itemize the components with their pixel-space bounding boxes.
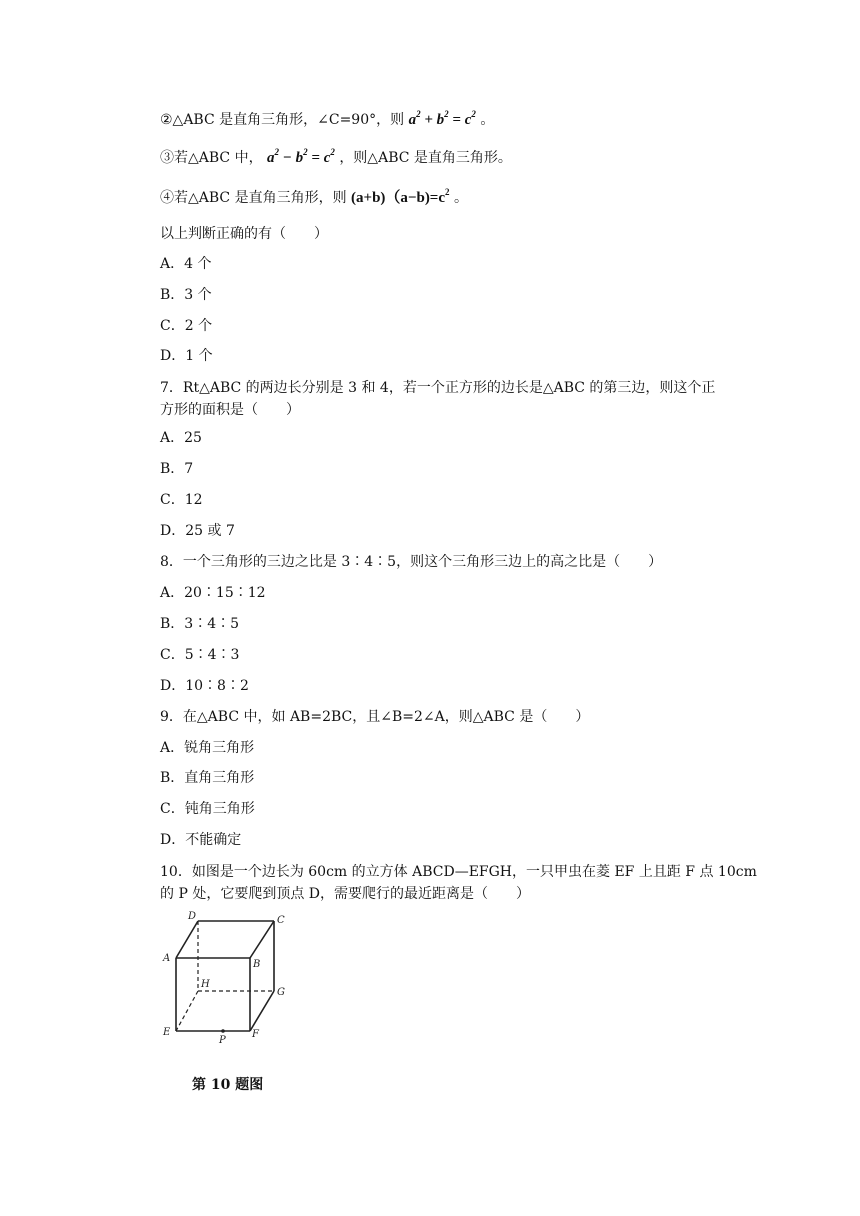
figure-caption: 第 10 题图	[192, 1077, 264, 1093]
statement-4-text: ④若△ABC 是直角三角形，则	[160, 190, 347, 206]
cube-label-d: D	[188, 911, 197, 922]
q8-option-d: D．10∶8∶2	[160, 678, 249, 694]
point-p-dot	[221, 1029, 225, 1033]
q9-option-c: C．钝角三角形	[160, 801, 255, 817]
formula-a2-plus-b2-eq-c2: $a^2 + b^2 = c^2$	[408, 109, 476, 128]
statement-3-text: ③若△ABC 中，	[160, 150, 263, 166]
q9-option-a: A．锐角三角形	[160, 740, 255, 756]
q7-option-d: D．25 或 7	[160, 523, 235, 539]
q8-option-c: C．5∶4∶3	[160, 647, 240, 663]
q6-option-d: D．1 个	[160, 348, 213, 364]
q7-option-b: B．7	[160, 461, 194, 477]
cube-label-b: B	[253, 959, 261, 970]
cube-label-h: H	[201, 979, 210, 990]
q9-stem: 9．在△ABC 中，如 AB=2BC，且∠B=2∠A，则△ABC 是（ ）	[160, 709, 590, 725]
q8-option-a: A．20∶15∶12	[160, 585, 266, 601]
cube-label-f: F	[252, 1029, 259, 1040]
q7-option-c: C．12	[160, 492, 203, 508]
q7-option-a: A．25	[160, 430, 202, 446]
q9-option-b: B．直角三角形	[160, 770, 255, 786]
statement-3: ③若△ABC 中， $a^2 - b^2 = c^2$ ，则△ABC 是直角三角形。	[160, 147, 512, 166]
q8-option-b: B．3∶4∶5	[160, 616, 240, 632]
q6-option-a: A．4 个	[160, 256, 212, 272]
cube-label-g: G	[277, 987, 285, 998]
formula-a2-minus-b2-eq-c2: $a^2 - b^2 = c^2$	[267, 147, 335, 166]
cube-label-c: C	[277, 915, 285, 926]
q9-option-d: D．不能确定	[160, 832, 242, 848]
cube-label-e: E	[163, 1027, 171, 1038]
cube-figure	[160, 905, 300, 1045]
q7-stem-line1: 7．Rt△ABC 的两边长分别是 3 和 4，若一个正方形的边长是△ABC 的第三边，则这个正	[160, 380, 716, 396]
q8-stem: 8．一个三角形的三边之比是 3∶4∶5，则这个三角形三边上的高之比是（ ）	[160, 554, 663, 570]
q10-stem-line2: 的 P 处，它要爬到顶点 D，需要爬行的最近距离是（ ）	[160, 886, 530, 902]
statement-2-text: ②△ABC 是直角三角形，∠C=90°，则	[160, 112, 405, 128]
cube-label-p: P	[219, 1035, 226, 1045]
judge-question: 以上判断正确的有（ ）	[160, 226, 328, 242]
statement-2: ②△ABC 是直角三角形，∠C=90°，则 $a^2 + b^2 = c^2$ 。	[160, 109, 495, 128]
statement-4: ④若△ABC 是直角三角形，则 $(a+b)(a-b)=c^2$ 。	[160, 187, 468, 206]
cube-label-a: A	[163, 953, 171, 964]
q6-option-c: C．2 个	[160, 318, 213, 334]
q6-option-b: B．3 个	[160, 287, 212, 303]
q10-stem-line1: 10．如图是一个边长为 60cm 的立方体 ABCD—EFGH，一只甲虫在菱 EF 上且距 F 点 10cm	[160, 864, 757, 880]
formula-product-eq-c2: $(a+b)(a-b)=c^2$	[351, 187, 450, 206]
q7-stem-line2: 方形的面积是（ ）	[160, 402, 300, 418]
